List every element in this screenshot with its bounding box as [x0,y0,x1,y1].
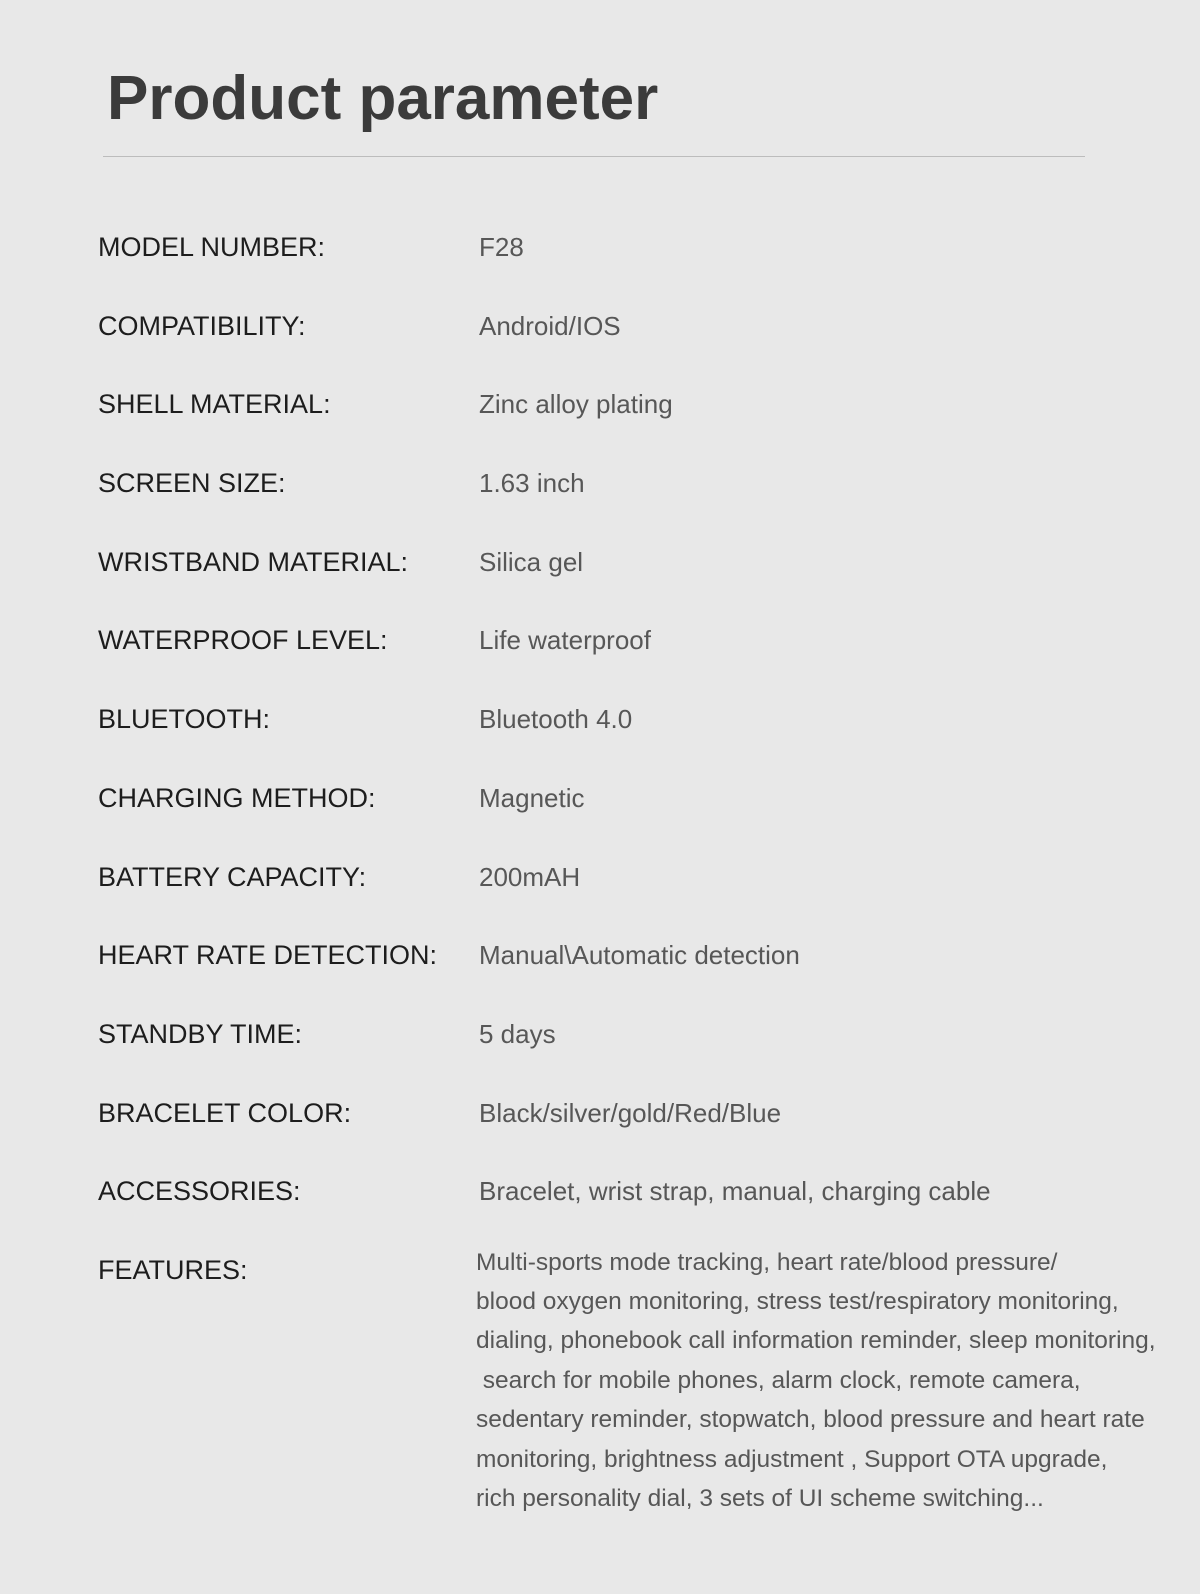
spec-value-standby-time: 5 days [479,1018,556,1049]
spec-row-accessories [0,1152,1200,1231]
spec-label-model-number: MODEL NUMBER: [98,232,326,262]
spec-row-shell-material [0,365,1200,444]
spec-value-screen-size: 1.63 inch [479,468,585,499]
spec-label-charging-method: CHARGING METHOD: [98,782,376,813]
spec-label-accessories: ACCESSORIES: [98,1176,301,1207]
page-title: Product parameter [107,64,659,133]
spec-value-wristband-material: Silica gel [479,546,584,577]
spec-label-standby-time: STANDBY TIME: [98,1018,303,1049]
spec-row-screen-size [0,444,1200,523]
spec-label-bluetooth: BLUETOOTH: [98,704,271,735]
spec-value-features [476,1243,1156,1519]
features-line: rich personality dial, 3 sets of UI scheme switching... [476,1484,1044,1512]
features-line: Multi-sports mode tracking, heart rate/blood pressure/ [476,1248,1058,1276]
spec-label-battery-capacity: BATTERY CAPACITY: [98,861,367,892]
spec-row-heart-rate-detection [0,916,1200,995]
spec-row-standby-time [0,995,1200,1074]
spec-value-bluetooth: Bluetooth 4.0 [479,704,633,735]
spec-row-bluetooth [0,680,1200,759]
spec-label-bracelet-color: BRACELET COLOR: [98,1097,352,1128]
spec-row-bracelet-color [0,1074,1200,1153]
features-line: monitoring, brightness adjustment , Support OTA upgrade, [476,1445,1108,1473]
spec-row-charging-method [0,759,1200,838]
spec-value-shell-material: Zinc alloy plating [479,389,673,420]
spec-label-waterproof-level: WATERPROOF LEVEL: [98,625,388,656]
spec-row-waterproof-level [0,601,1200,680]
spec-value-battery-capacity: 200mAH [479,861,581,892]
spec-value-model-number: F28 [479,232,524,262]
spec-value-accessories: Bracelet, wrist strap, manual, charging cable [479,1176,991,1207]
features-line: dialing, phonebook call information reminder, sleep monitoring, [476,1327,1156,1355]
spec-label-screen-size: SCREEN SIZE: [98,468,286,499]
spec-label-shell-material: SHELL MATERIAL: [98,389,331,420]
spec-label-heart-rate-detection: HEART RATE DETECTION: [98,940,438,971]
spec-value-compatibility: Android/IOS [479,310,621,341]
spec-label-compatibility: COMPATIBILITY: [98,310,306,341]
spec-row-compatibility [0,287,1200,366]
spec-value-waterproof-level: Life waterproof [479,625,651,656]
features-line: search for mobile phones, alarm clock, remote camera, [476,1366,1081,1394]
spec-row-wristband-material [0,523,1200,602]
spec-row-battery-capacity [0,838,1200,917]
features-line: blood oxygen monitoring, stress test/respiratory monitoring, [476,1288,1119,1316]
spec-table [0,208,1200,1512]
spec-value-bracelet-color: Black/silver/gold/Red/Blue [479,1097,782,1128]
spec-value-heart-rate-detection: Manual\Automatic detection [479,940,800,971]
spec-value-charging-method: Magnetic [479,782,585,813]
spec-row-model-number [0,208,1200,287]
spec-label-wristband-material: WRISTBAND MATERIAL: [98,546,409,577]
spec-row-features [0,1231,1200,1512]
title-divider [103,156,1085,157]
features-line: sedentary reminder, stopwatch, blood pressure and heart rate [476,1406,1145,1434]
spec-label-features: FEATURES: [98,1254,248,1285]
